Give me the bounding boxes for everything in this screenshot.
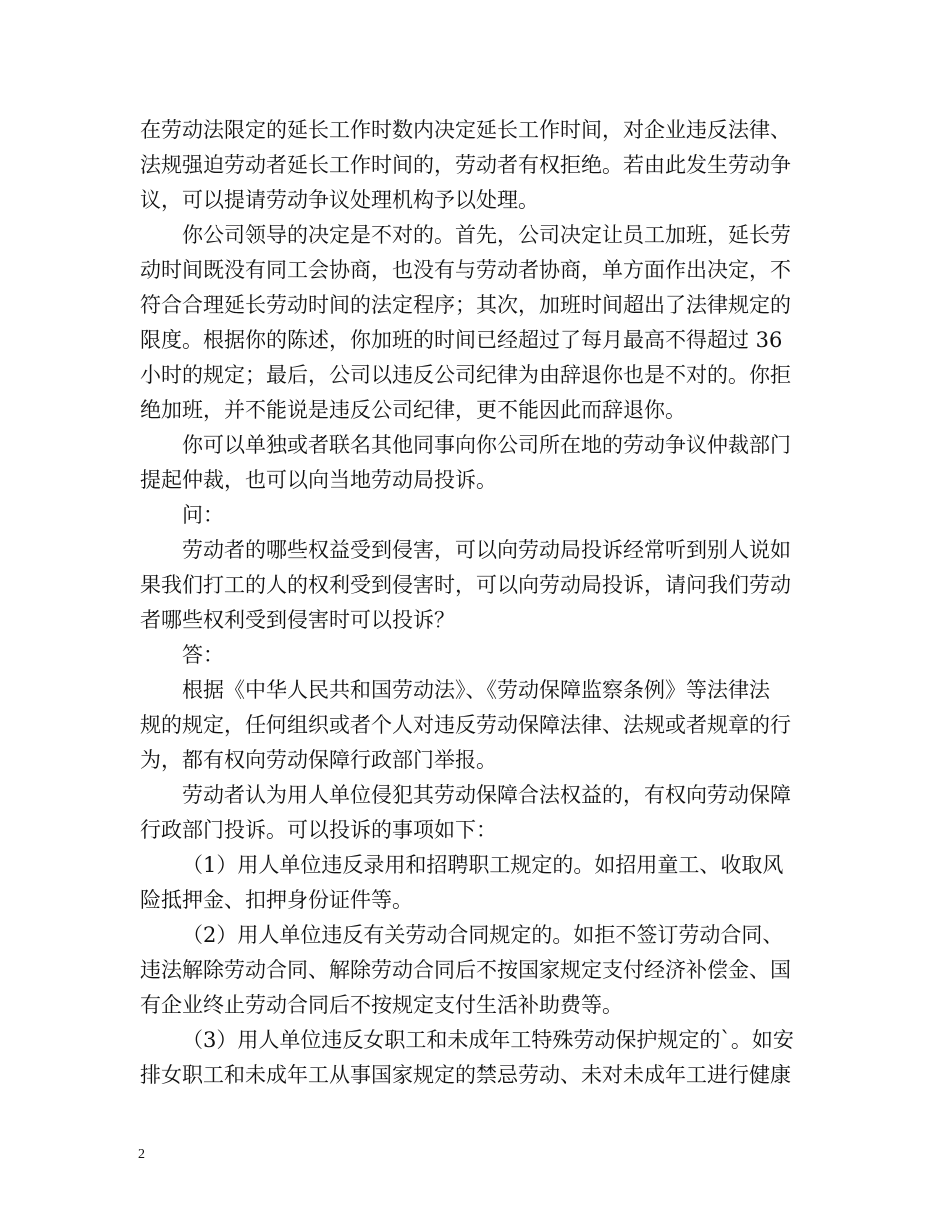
text-line: 法规强迫劳动者延长工作时间的，劳动者有权拒绝。若由此发生劳动争 [140, 153, 791, 177]
text-line: 你公司领导的决定是不对的。首先，公司决定让员工加班，延长劳 [182, 223, 791, 247]
text-line: 为，都有权向劳动保障行政部门举报。 [140, 748, 497, 772]
text-line: 行政部门投诉。可以投诉的事项如下： [140, 818, 497, 842]
text-line: 违法解除劳动合同、解除劳动合同后不按国家规定支付经济补偿金、国 [140, 958, 791, 982]
text-line: 劳动者认为用人单位侵犯其劳动保障合法权益的，有权向劳动保障 [182, 783, 791, 807]
paragraph [140, 533, 816, 638]
paragraph [140, 673, 816, 778]
text-line: 绝加班，并不能说是违反公司纪律，更不能因此而辞退你。 [140, 398, 686, 422]
body-text [140, 113, 816, 1093]
text-line: 动时间既没有同工会协商，也没有与劳动者协商，单方面作出决定，不 [140, 258, 791, 282]
text-line: （2）用人单位违反有关劳动合同规定的。如拒不签订劳动合同、 [182, 923, 784, 947]
text-line: 险抵押金、扣押身份证件等。 [140, 888, 413, 912]
text-line: 提起仲裁，也可以向当地劳动局投诉。 [140, 468, 497, 492]
text-line: 问： [182, 503, 224, 527]
text-line: 根据《中华人民共和国劳动法》、《劳动保障监察条例》等法律法 [182, 678, 770, 702]
text-line: 者哪些权利受到侵害时可以投诉？ [140, 608, 455, 632]
text-line: 果我们打工的人的权利受到侵害时，可以向劳动局投诉，请问我们劳动 [140, 573, 791, 597]
text-line: 小时的规定；最后，公司以违反公司纪律为由辞退你也是不对的。你拒 [140, 363, 791, 387]
text-line: 符合合理延长劳动时间的法定程序；其次，加班时间超出了法律规定的 [140, 293, 791, 317]
paragraph [140, 498, 816, 533]
paragraph [140, 848, 816, 918]
paragraph [140, 113, 816, 218]
page-number: 2 [138, 1147, 145, 1162]
text-line: 你可以单独或者联名其他同事向你公司所在地的劳动争议仲裁部门 [182, 433, 791, 457]
text-line: 限度。根据你的陈述，你加班的时间已经超过了每月最高不得超过 36 [140, 328, 783, 352]
text-line: （3）用人单位违反女职工和未成年工特殊劳动保护规定的`。如安 [182, 1028, 794, 1052]
paragraph [140, 428, 816, 498]
text-line: 议，可以提请劳动争议处理机构予以处理。 [140, 188, 539, 212]
text-line: （1）用人单位违反录用和招聘职工规定的。如招用童工、收取风 [182, 853, 784, 877]
text-line: 在劳动法限定的延长工作时数内决定延长工作时间，对企业违反法律、 [140, 118, 791, 142]
text-line: 有企业终止劳动合同后不按规定支付生活补助费等。 [140, 993, 623, 1017]
text-line: 答： [182, 643, 224, 667]
text-line: 规的规定，任何组织或者个人对违反劳动保障法律、法规或者规章的行 [140, 713, 791, 737]
text-line: 劳动者的哪些权益受到侵害，可以向劳动局投诉经常听到别人说如 [182, 538, 791, 562]
text-line: 排女职工和未成年工从事国家规定的禁忌劳动、未对未成年工进行健康 [140, 1063, 791, 1087]
paragraph [140, 778, 816, 848]
paragraph [140, 918, 816, 1023]
paragraph [140, 218, 816, 428]
paragraph [140, 1023, 816, 1093]
paragraph [140, 638, 816, 673]
